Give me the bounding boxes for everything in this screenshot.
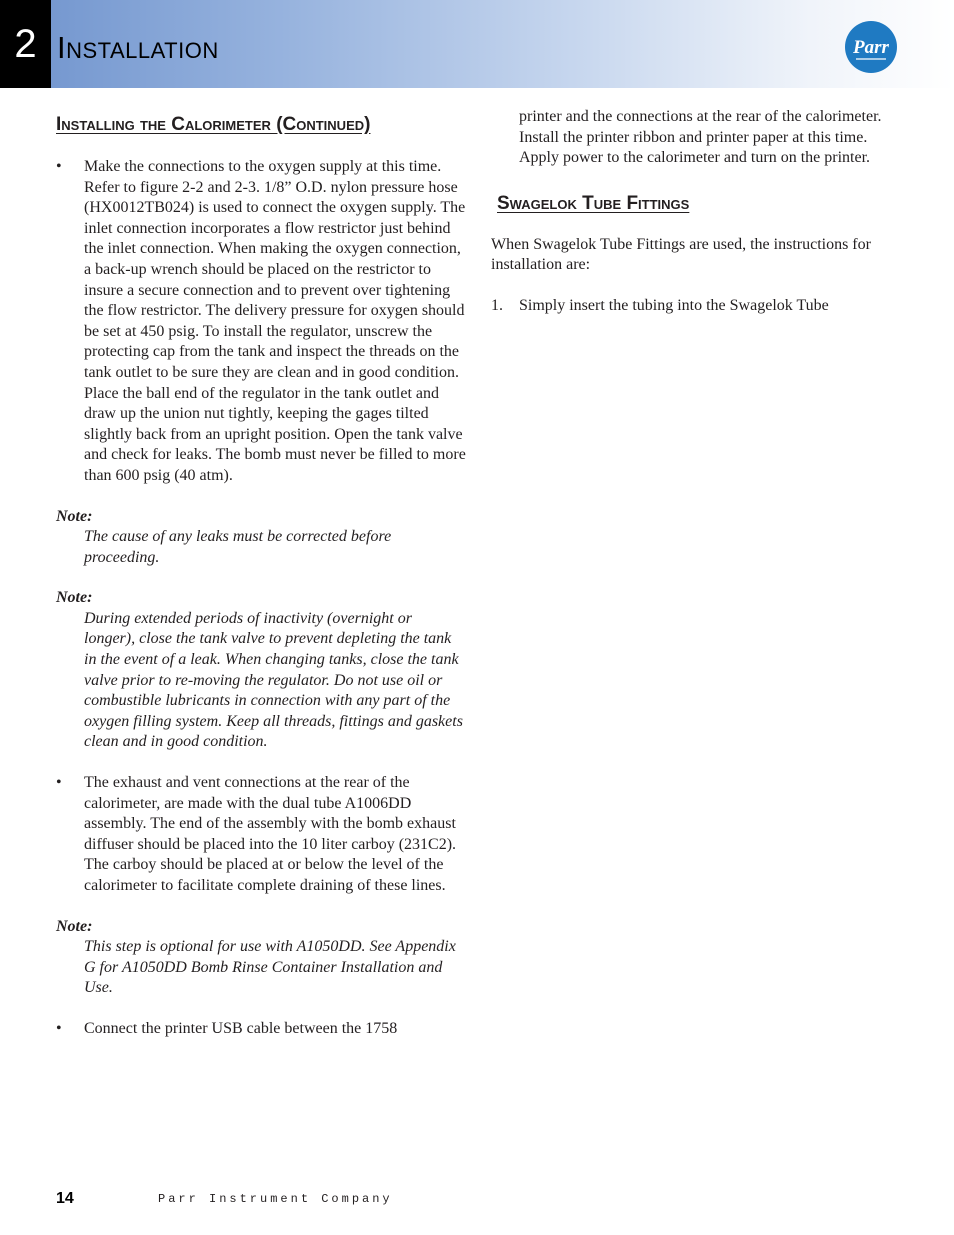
step-text: Simply insert the tubing into the Swagelok Tube [519, 296, 829, 314]
page-number: 14 [56, 1190, 74, 1207]
bullet-oxygen-connection [56, 157, 466, 487]
chapter-title: Installation [57, 30, 219, 65]
bullet-text: The exhaust and vent connections at the rear of the calorimeter, are made with the dual tube A1006DD assembly. The end of the assembly with the bomb exhaust diffuser should be placed into the 10 liter carboy (231C2). The carboy should be placed at or below the level of the calorimeter to facilitate complete draining of these lines. [84, 774, 457, 894]
step-number: 1. [491, 296, 503, 314]
bullet-dot: • [56, 774, 62, 792]
note-label: Note: [56, 507, 93, 525]
bullet-dot: • [56, 158, 62, 175]
note-label: Note: [56, 917, 93, 935]
bullet-exhaust-connections [56, 773, 466, 897]
note-text: This step is optional for use with A1050DD. See Appendix G for A1050DD Bomb Rinse Container Installation and Use. [84, 938, 456, 997]
note-text: During extended periods of inactivity (overnight or longer), close the tank valve to prevent depleting the tank in the event of a leak. When changing tanks, close the tank valve prior to re-moving the regulator. Do not use oil or combustible lubricants in connection with any part of the oxygen filling system. Keep all threads, fittings and gaskets clean and in good condition. [84, 609, 463, 751]
right-column [491, 107, 901, 317]
logo-text: Parr [853, 37, 889, 58]
swagelok-intro-text: When Swagelok Tube Fittings are used, the instructions for installation are: [491, 235, 871, 274]
left-column [56, 110, 466, 1040]
footer-company-name: Parr Instrument Company [158, 1192, 393, 1206]
bullet-text: Connect the printer USB cable between the 1758 [84, 1019, 398, 1037]
section-heading-swagelok: Swagelok Tube Fittings [497, 192, 690, 214]
step-1 [491, 296, 901, 317]
bullet-text: Make the connections to the oxygen supply at this time. Refer to figure 2-2 and 2-3. 1/8” O.D. nylon pressure hose (HX0012TB024) is used to connect the oxygen supply. The inlet connection incorporates a flow restrictor just behind the inlet connection. When making the oxygen connection, a back-up wrench should be placed on the restrictor to insure a secure connection and to prevent over tightening the flow restrictor. The delivery pressure for oxygen should be set at 450 psig. To install the regulator, unscrew the protecting cap from the tank and inspect the threads on the tank outlet to be sure they are clean and in good condition. Place the ball end of the regulator in the tank outlet and draw up the union nut tightly, keeping the gages tilted slightly back from an upright position. Open the tank valve and check for leaks. The bomb must never be filled to more than 600 psig (40 atm). [84, 158, 466, 484]
bullet-dot: • [56, 1019, 62, 1037]
chapter-header-band [0, 0, 954, 88]
note-label: Note: [56, 589, 93, 607]
note-text: The cause of any leaks must be corrected before proceeding. [84, 528, 392, 566]
printer-continuation-text: printer and the connections at the rear of the calorimeter. Install the printer ribbon and printer paper at this time. Apply power to the calorimeter and turn on the printer. [519, 108, 882, 167]
chapter-number: 2 [0, 0, 51, 88]
section-heading-installing: Installing the Calorimeter (Continued) [56, 114, 371, 135]
parr-logo-icon [844, 20, 898, 74]
bullet-printer-cable [56, 1019, 466, 1040]
